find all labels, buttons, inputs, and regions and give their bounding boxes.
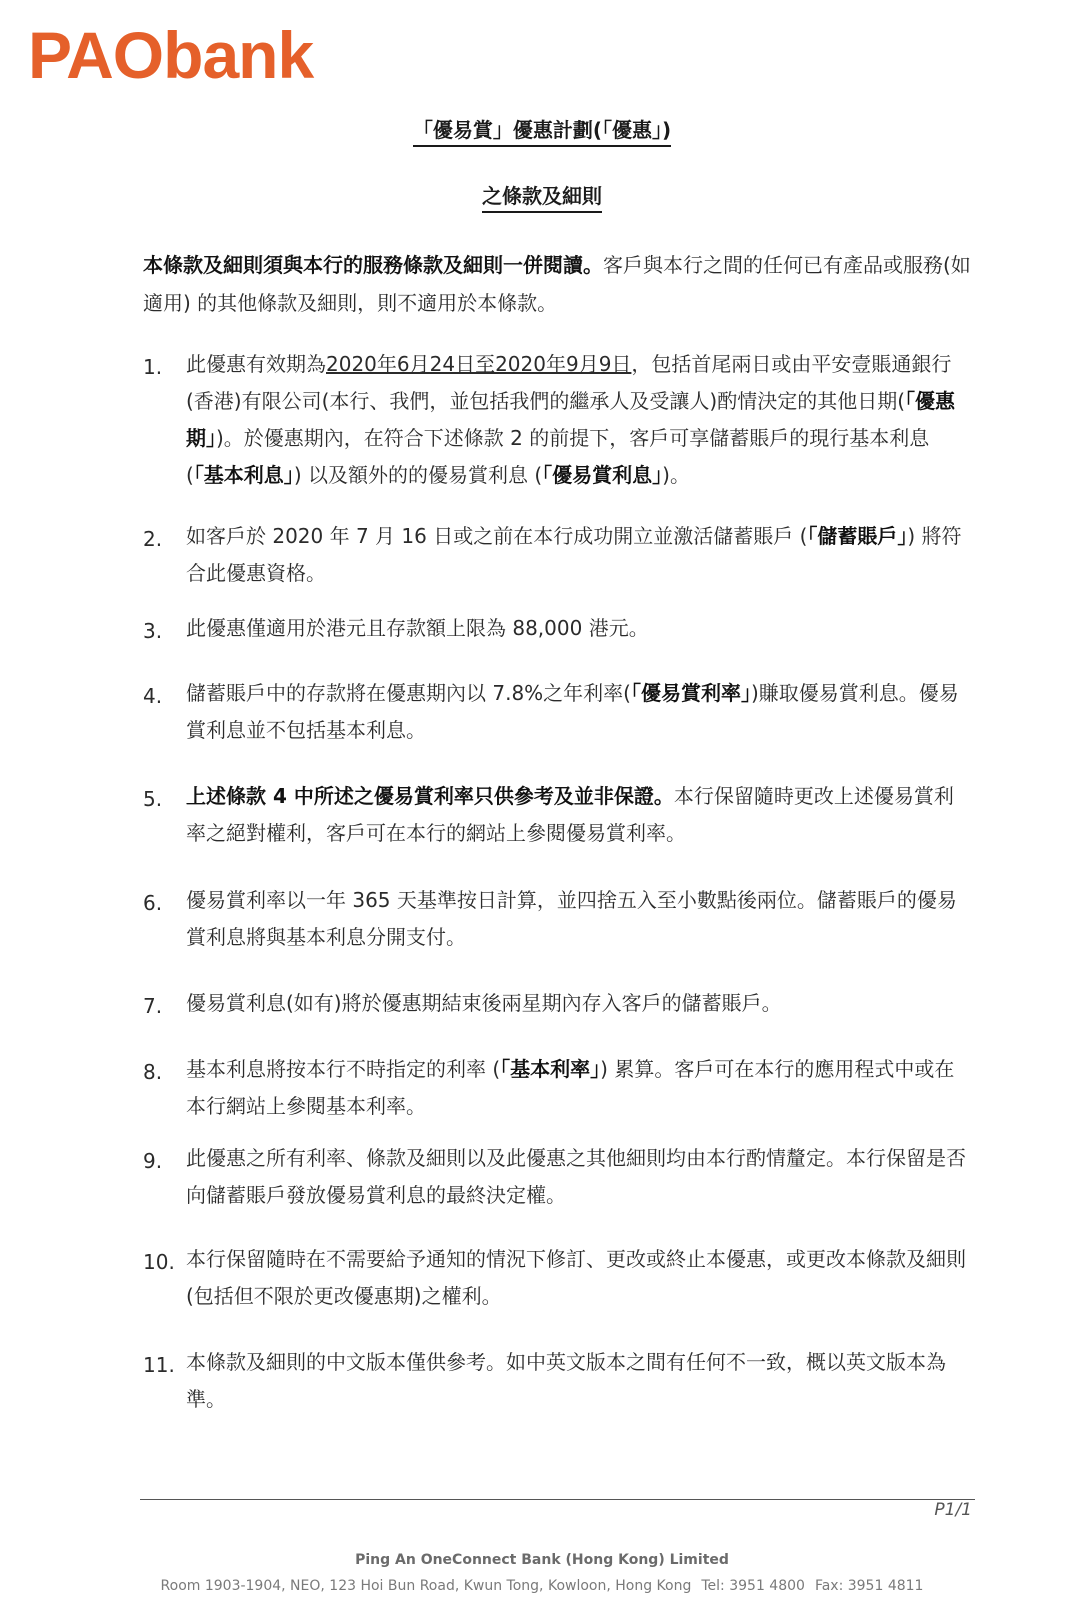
clause-10 <box>143 1241 973 1315</box>
clause-text: 優易賞利率以一年 365 天基準按日計算，並四捨五入至小數點後兩位。儲蓄賬戶的優易賞利息將與基本利息分開支付。 <box>186 888 957 949</box>
term-bonus-interest: 「優易賞利息」 <box>542 463 663 487</box>
clause-text <box>186 1051 973 1125</box>
clause-text-part: )。於優惠期內，在符合下述條款 2 的前提下，客戶可享儲蓄賬戶的現行基本利息 ( <box>186 426 930 487</box>
clause-number: 5. <box>143 787 163 811</box>
clause-text <box>186 518 973 592</box>
subtitle-row <box>0 180 1084 213</box>
clause-text: 本條款及細則的中文版本僅供參考。如中英文版本之間有任何不一致，概以英文版本為準。 <box>186 1350 946 1411</box>
footer-contact <box>0 1578 1084 1594</box>
clause-text-part: ) 以及額外的的優易賞利息 ( <box>293 463 543 487</box>
clause-1 <box>143 346 973 494</box>
clause-text-part: 基本利息將按本行不時指定的利率 ( <box>186 1057 501 1081</box>
clause-text <box>186 778 973 852</box>
clause-bold-lead: 上述條款 4 中所述之優易賞利率只供參考及並非保證。 <box>186 784 674 808</box>
clause-number: 11. <box>143 1353 175 1377</box>
clause-text <box>186 346 973 494</box>
intro-rest: 客戶與本行之間的任何已有產品或服務(如適用) 的其他條款及細則，則不適用於本條款。 <box>143 253 971 315</box>
clause-text-part: )賺取優易賞利息。優易賞利息並不包括基本利息。 <box>186 681 959 742</box>
footer-tel: Tel: 3951 4800 <box>701 1578 805 1594</box>
footer-divider <box>140 1499 975 1500</box>
clause-text: 優易賞利息(如有)將於優惠期結束後兩星期內存入客戶的儲蓄賬戶。 <box>186 991 782 1015</box>
clause-2 <box>143 518 973 592</box>
term-base-rate: 「基本利率」 <box>500 1057 601 1081</box>
clause-text-part: 儲蓄賬戶中的存款將在優惠期內以 7.8%之年利率( <box>186 681 631 705</box>
clause-text-part: ，包括首尾兩日或由平安壹賬通銀行(香港)有限公司(本行、我們，並包括我們的繼承人及受讓人)酌情決定的其他日期( <box>186 352 952 413</box>
clause-number: 7. <box>143 994 163 1018</box>
paobank-logo: PAObank <box>28 18 314 92</box>
clause-text: 此優惠僅適用於港元且存款額上限為 88,000 港元。 <box>186 616 649 640</box>
footer-address: Room 1903-1904, NEO, 123 Hoi Bun Road, Kwun Tong, Kowloon, Hong Kong <box>160 1578 692 1594</box>
page-subtitle: 之條款及細則 <box>482 180 602 213</box>
clause-number: 10. <box>143 1250 175 1274</box>
clause-number: 2. <box>143 527 163 551</box>
clause-number: 8. <box>143 1060 163 1084</box>
clause-11 <box>143 1344 973 1418</box>
clause-number: 9. <box>143 1149 163 1173</box>
clause-4 <box>143 675 973 749</box>
term-savings-account: 「儲蓄賬戶」 <box>807 524 908 548</box>
clause-number: 3. <box>143 619 163 643</box>
clause-8 <box>143 1051 973 1125</box>
clause-text: 本行保留隨時在不需要給予通知的情況下修訂、更改或終止本優惠，或更改本條款及細則(包括但不限於更改優惠期)之權利。 <box>186 1247 966 1308</box>
clause-text-part: ) 將符合此優惠資格。 <box>186 524 962 585</box>
clause-text-part: 本行保留隨時更改上述優易賞利率之絕對權利，客戶可在本行的網站上參閱優易賞利率。 <box>186 784 954 845</box>
clause-text-part: 此優惠有效期為 <box>186 352 326 376</box>
clause-9 <box>143 1140 973 1214</box>
intro-paragraph <box>143 246 973 322</box>
clause-text-part: ) 累算。客戶可在本行的應用程式中或在本行網站上參閱基本利率。 <box>186 1057 955 1118</box>
clause-number: 1. <box>143 355 163 379</box>
clause-number: 6. <box>143 891 163 915</box>
footer-fax: Fax: 3951 4811 <box>814 1578 924 1594</box>
clause-number: 4. <box>143 684 163 708</box>
term-bonus-rate: 「優易賞利率」 <box>630 681 751 705</box>
clause-text <box>186 675 973 749</box>
clause-6 <box>143 882 973 956</box>
clause-5 <box>143 778 973 852</box>
title-row <box>0 114 1084 147</box>
clause-text-part: 如客戶於 2020 年 7 月 16 日或之前在本行成功開立並激活儲蓄賬戶 ( <box>186 524 808 548</box>
footer-company: Ping An OneConnect Bank (Hong Kong) Limited <box>355 1552 729 1568</box>
clause-text-part: )。 <box>662 463 690 487</box>
clause-3 <box>143 610 973 647</box>
offer-dates: 2020年6月24日至2020年9月9日 <box>326 352 632 376</box>
clause-7 <box>143 985 973 1022</box>
term-base-interest: 「基本利息」 <box>193 463 294 487</box>
intro-bold: 本條款及細則須與本行的服務條款及細則一併閱讀。 <box>143 253 603 277</box>
page-number: P1/1 <box>934 1500 972 1520</box>
page-title: 「優易賞」優惠計劃(「優惠」) <box>413 114 671 147</box>
clause-text: 此優惠之所有利率、條款及細則以及此優惠之其他細則均由本行酌情釐定。本行保留是否向儲蓄賬戶發放優易賞利息的最終決定權。 <box>186 1146 966 1207</box>
term-offer-period: 「優惠期」 <box>186 389 956 450</box>
